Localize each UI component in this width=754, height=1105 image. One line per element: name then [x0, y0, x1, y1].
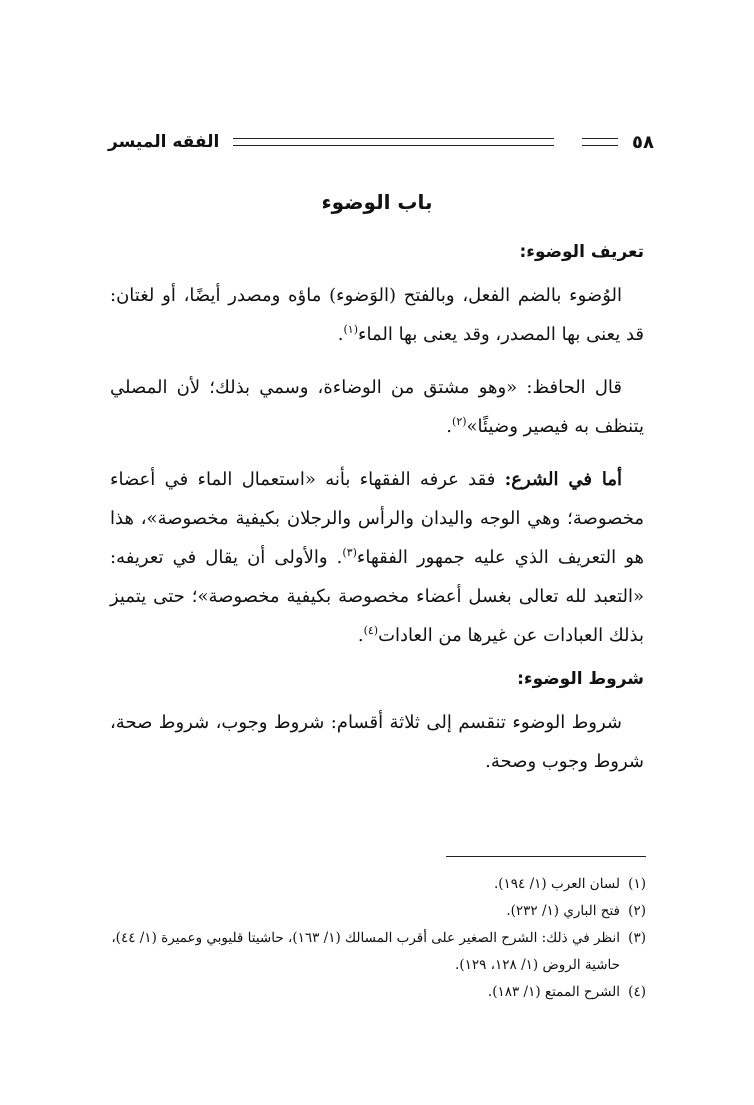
footnote-text: فتح الباري (١/ ٢٣٢). [506, 903, 620, 919]
footnote-1 [100, 871, 646, 898]
section-title-conditions: شروط الوضوء: [517, 669, 644, 689]
footnote-text: لسان العرب (١/ ١٩٤). [493, 876, 620, 892]
footnote-2 [100, 898, 646, 925]
footnote-text: الشرح الممتع (١/ ١٨٣). [487, 984, 620, 1000]
footnote-ref-2[interactable]: (٢) [452, 415, 467, 428]
footnote-separator [446, 856, 646, 857]
chapter-title: باب الوضوء [321, 190, 433, 214]
paragraph-text: قال الحافظ: «وهو مشتق من الوضاءة، وسمي بذلك؛ لأن المصلي يتنظف به فيصير وضيئًا» [110, 377, 644, 437]
paragraph-lead: أما في الشرع: [504, 469, 622, 490]
paragraph-definition-language [110, 276, 644, 354]
footnote-ref-3[interactable]: (٣) [342, 546, 357, 559]
paragraph-end: . [446, 416, 453, 437]
paragraph-end: . [357, 625, 364, 646]
footnote-number: (٤) [628, 984, 646, 1000]
footnote-3 [100, 925, 646, 952]
footnote-4 [100, 979, 646, 1006]
main-content [110, 190, 644, 795]
footnote-text: انظر في ذلك: الشرح الصغير على أقرب المسالك (١/ ١٦٣)، حاشيتا قليوبي وعميرة (١/ ٤٤)، [111, 930, 620, 946]
footnotes [100, 856, 646, 1006]
running-header [108, 128, 654, 156]
paragraph-definition-sharia [110, 460, 644, 655]
footnote-ref-1[interactable]: (١) [343, 323, 359, 336]
paragraph-text: الوُضوء بالضم الفعل، وبالفتح (الوَضوء) ماؤه ومصدر أيضًا، أو لغتان: قد يعنى بها المصدر، وقد يعنى بها الماء [110, 285, 644, 345]
book-title: الفقه الميسر [108, 132, 220, 152]
paragraph-text-b: . والأولى أن يقال في تعريفه: «التعبد لله تعالى بغسل أعضاء مخصوصة بكيفية مخصوصة»؛ حتى يتميز بذلك العبادات عن غيرها من العادات [110, 547, 644, 646]
paragraph-end: . [337, 324, 344, 345]
page-number: ٥٨ [632, 131, 654, 153]
section-title-definition: تعريف الوضوء: [519, 242, 644, 262]
header-rule-short [582, 138, 618, 146]
paragraph-text-a: فقد عرفه الفقهاء بأنه «استعمال الماء في أعضاء مخصوصة؛ وهي الوجه واليدان والرأس والرجلان بكيفية مخصوصة»، هذا هو التعريف الذي عليه جمهور الفقهاء [110, 469, 644, 568]
footnote-ref-4[interactable]: (٤) [363, 624, 379, 637]
footnote-3-continuation: حاشية الروض (١/ ١٢٨، ١٢٩). [455, 957, 620, 973]
footnote-number: (٢) [628, 903, 646, 919]
header-rule-long [233, 138, 554, 146]
paragraph-hafiz-quote [110, 368, 644, 446]
footnote-number: (٣) [628, 930, 646, 946]
footnote-number: (١) [628, 876, 646, 892]
paragraph-conditions: شروط الوضوء تنقسم إلى ثلاثة أقسام: شروط وجوب، شروط صحة، شروط وجوب وصحة. [110, 712, 644, 772]
